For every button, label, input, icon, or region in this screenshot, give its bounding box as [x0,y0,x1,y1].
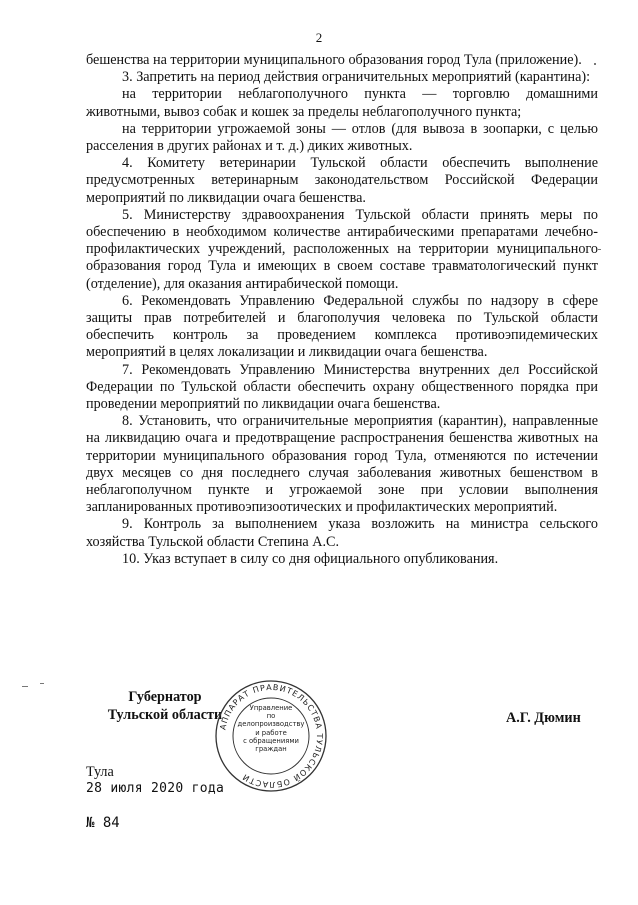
paragraph: 5. Министерству здравоохранения Тульской области принять меры по обеспечению в необходимом количестве антирабическими препаратами лечебно-профилактических учреждений, расположенных на территории муниципального образования город Тула и имеющих в своем составе травматологический пункт (отделение), для оказания антирабической помощи. [86,206,598,292]
document-number: № 84 [86,815,120,831]
paragraph: на территории неблагополучного пункта — торговлю домашними животными, вывоз собак и кошек за пределы неблагополучного пункта; [86,86,598,120]
stamp-center-text [237,704,305,753]
stamp-line: по делопроизводству [237,712,305,729]
paragraph: 9. Контроль за выполнением указа возложить на министра сельского хозяйства Тульской области Степина А.С. [86,516,598,550]
city: Тула [86,764,114,780]
paragraph: бешенства на территории муниципального образования город Тула (приложение). [86,52,582,68]
governor-title-line1: Губернатор [128,689,202,705]
governor-title [103,688,227,724]
paragraph: 7. Рекомендовать Управлению Министерства внутренних дел Российской Федерации по Тульской области обеспечить охрану общественного порядка при проведении мероприятий по ликвидации очага бешенства. [86,361,598,413]
paragraph: 6. Рекомендовать Управлению Федеральной службы по надзору в сфере защиты прав потребителей и благополучия человека по Тульской области обеспечить контроль за проведением комплекса противоэпидемических мероприятий в целях локализации и ликвидации очага бешенства. [86,292,598,361]
stamp-line: Управление [249,704,293,712]
paragraph: 10. Указ вступает в силу со дня официального опубликования. [122,550,499,567]
official-stamp [213,678,329,794]
stamp-line: с обращениями [243,736,299,745]
document-date: 28 июля 2020 года [86,781,225,796]
paragraph: 4. Комитету ветеринарии Тульской области обеспечить выполнение предусмотренных ветеринарным законодательством Российской Федерации мероприятий по ликвидации очага бешенства. [86,155,598,206]
stamp-ring-text: АППАРАТ ПРАВИТЕЛЬСТВА ТУЛЬСКОЙ ОБЛАСТИ [218,682,325,790]
scan-speck [22,686,28,687]
scan-speck [594,63,596,65]
scan-speck [598,249,601,250]
paragraph: 3. Запретить на период действия ограничительных мероприятий (карантина): [122,69,591,86]
document-body [86,52,598,568]
signer-name: А.Г. Дюмин [506,710,581,726]
page-number: 2 [315,30,323,45]
stamp-line: граждан [255,745,287,754]
governor-title-line2: Тульской области [107,707,223,723]
stamp-line: и работе [255,728,287,737]
paragraph: 8. Установить, что ограничительные мероприятия (карантин), направленные на ликвидацию очага и предотвращение распространения бешенства животных на территории муниципального образования город Тула, отменяются по истечении двух месяцев со дня последнего случая заболевания животных бешенством в неблагополучном пункте и угрожаемой зоне при условии выполнения запланированных противоэпизоотических и профилактических мероприятий. [86,413,598,516]
scan-speck [40,683,44,684]
paragraph: на территории угрожаемой зоны — отлов (для вывоза в зоопарки, с целью расселения в других районах и т. д.) диких животных. [86,120,598,155]
